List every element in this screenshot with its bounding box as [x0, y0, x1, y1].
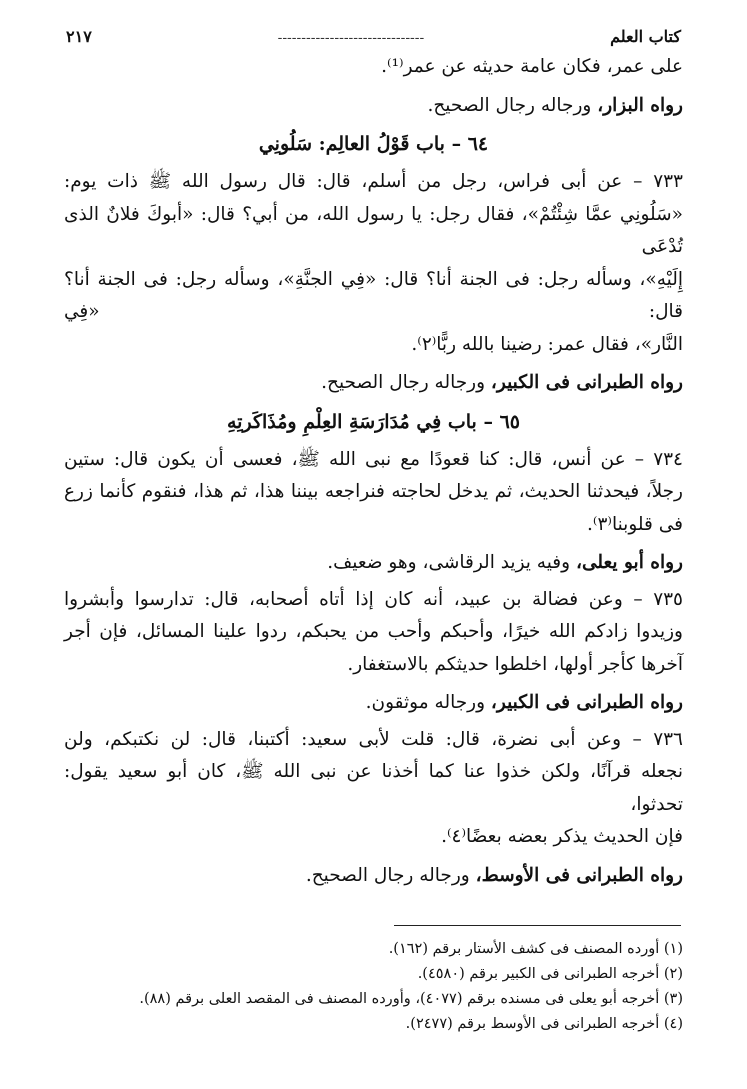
source-bold: رواه الطبرانى فى الكبير، [490, 692, 683, 713]
page-number: ٢١٧ [66, 27, 92, 46]
footnote: (١) أورده المصنف فى كشف الأستار برقم (١٦٢). [388, 941, 683, 957]
hadith-733 [64, 166, 683, 361]
hadith-734-source [64, 547, 683, 580]
hadith-line: «سَلُونِي عمَّا شِئْتُمْ»، فقال رجل: يا رسول الله، من أبي؟ قال: «أبوكَ فلانٌ الذى تُدْعَى [64, 203, 683, 257]
hadith-line: ٧٣٥ – وعن فضالة بن عبيد، أنه كان إذا أتاه أصحابه، قال: تدارسوا وأبشروا [64, 588, 683, 610]
hadith-line: إِلَيْهِ»، وسأله رجل: فى الجنة أنا؟ قال: «فِي الجنَّةِ»، وسأله رجل: فى الجنة أنا؟ قال: «فِي [64, 268, 683, 322]
source-rest: ورجاله رجال الصحيح. [427, 94, 598, 116]
hadith-line: فإن الحديث يذكر بعضه بعضًا⁽٤⁾. [441, 826, 683, 847]
hadith-line: وزيدوا زادكم الله خيرًا، وأحبكم وأحب من يحبكم، ردوا علينا المسائل، فإن أجر [64, 621, 683, 642]
intro-source [64, 90, 683, 123]
hadith-line: ٧٣٤ – عن أنس، قال: كنا قعودًا مع نبى الله ﷺ، فعسى أن يكون قال: ستين [64, 448, 683, 470]
hadith-736 [64, 724, 683, 854]
chapter-65-title: ٦٥ – باب فِي مُدَارَسَةِ العِلْمِ ومُذَاكَرتِهِ [227, 410, 520, 433]
hadith-735-source [64, 687, 683, 720]
hadith-line: نجعله قرآنًا، ولكن خذوا عنا كما أخذنا عن نبى الله ﷺ، كان أبو سعيد يقول: تحدثوا، [64, 761, 683, 815]
footnote-divider [394, 925, 681, 926]
footnotes [63, 937, 683, 1037]
hadith-line: رجلاً، فيحدثنا الحديث، ثم يدخل لحاجته فنراجعه بيننا هذا، ثم هذا، فنقوم كأنما زرع [64, 481, 683, 502]
header-rule: ------------------------------- [277, 30, 425, 46]
hadith-line: فى قلوبنا⁽٣⁾. [587, 513, 683, 535]
source-rest: ورجاله موثقون. [365, 692, 491, 713]
hadith-734 [64, 444, 683, 542]
source-rest: ورجاله رجال الصحيح. [321, 372, 491, 393]
hadith-736-source [64, 860, 683, 893]
hadith-733-source [64, 367, 683, 400]
source-bold: رواه أبو يعلى، [575, 552, 683, 573]
source-bold: رواه الطبرانى فى الأوسط، [475, 864, 683, 886]
footnote: (٤) أخرجه الطبرانى فى الأوسط برقم (٢٤٧٧). [405, 1016, 683, 1032]
source-bold: رواه البزار، [597, 94, 683, 116]
chapter-64-title: ٦٤ – باب قَوْلُ العالِم: سَلُونِي [258, 133, 489, 155]
book-title: كتاب العلم [610, 27, 681, 46]
hadith-line: ٧٣٣ – عن أبى فراس، رجل من أسلم، قال: قال رسول الله ﷺ ذات يوم: [64, 171, 683, 192]
source-rest: ورجاله رجال الصحيح. [305, 864, 476, 886]
footnote: (٣) أخرجه أبو يعلى فى مسنده برقم (٤٠٧٧)، وأورده المصنف فى المقصد العلى برقم (٨٨). [139, 991, 683, 1007]
hadith-line: ٧٣٦ – وعن أبى نضرة، قال: قلت لأبى سعيد: أكتبنا، قال: لن نكتبكم، ولن [64, 728, 683, 750]
hadith-735 [64, 584, 683, 682]
footnote: (٢) أخرجه الطبرانى فى الكبير برقم (٤٥٨٠). [417, 966, 683, 982]
source-bold: رواه الطبرانى فى الكبير، [490, 372, 683, 393]
hadith-line: النَّار»، فقال عمر: رضينا بالله ربًّا⁽٢⁾. [411, 333, 683, 355]
running-header [64, 24, 683, 51]
hadith-line: آخرها كأجر أولها، اخلطوا حديثكم بالاستغفار. [347, 653, 683, 675]
source-rest: وفيه يزيد الرقاشى، وهو ضعيف. [327, 552, 576, 573]
intro-line: على عمر، فكان عامة حديثه عن عمر⁽¹⁾. [381, 56, 683, 77]
